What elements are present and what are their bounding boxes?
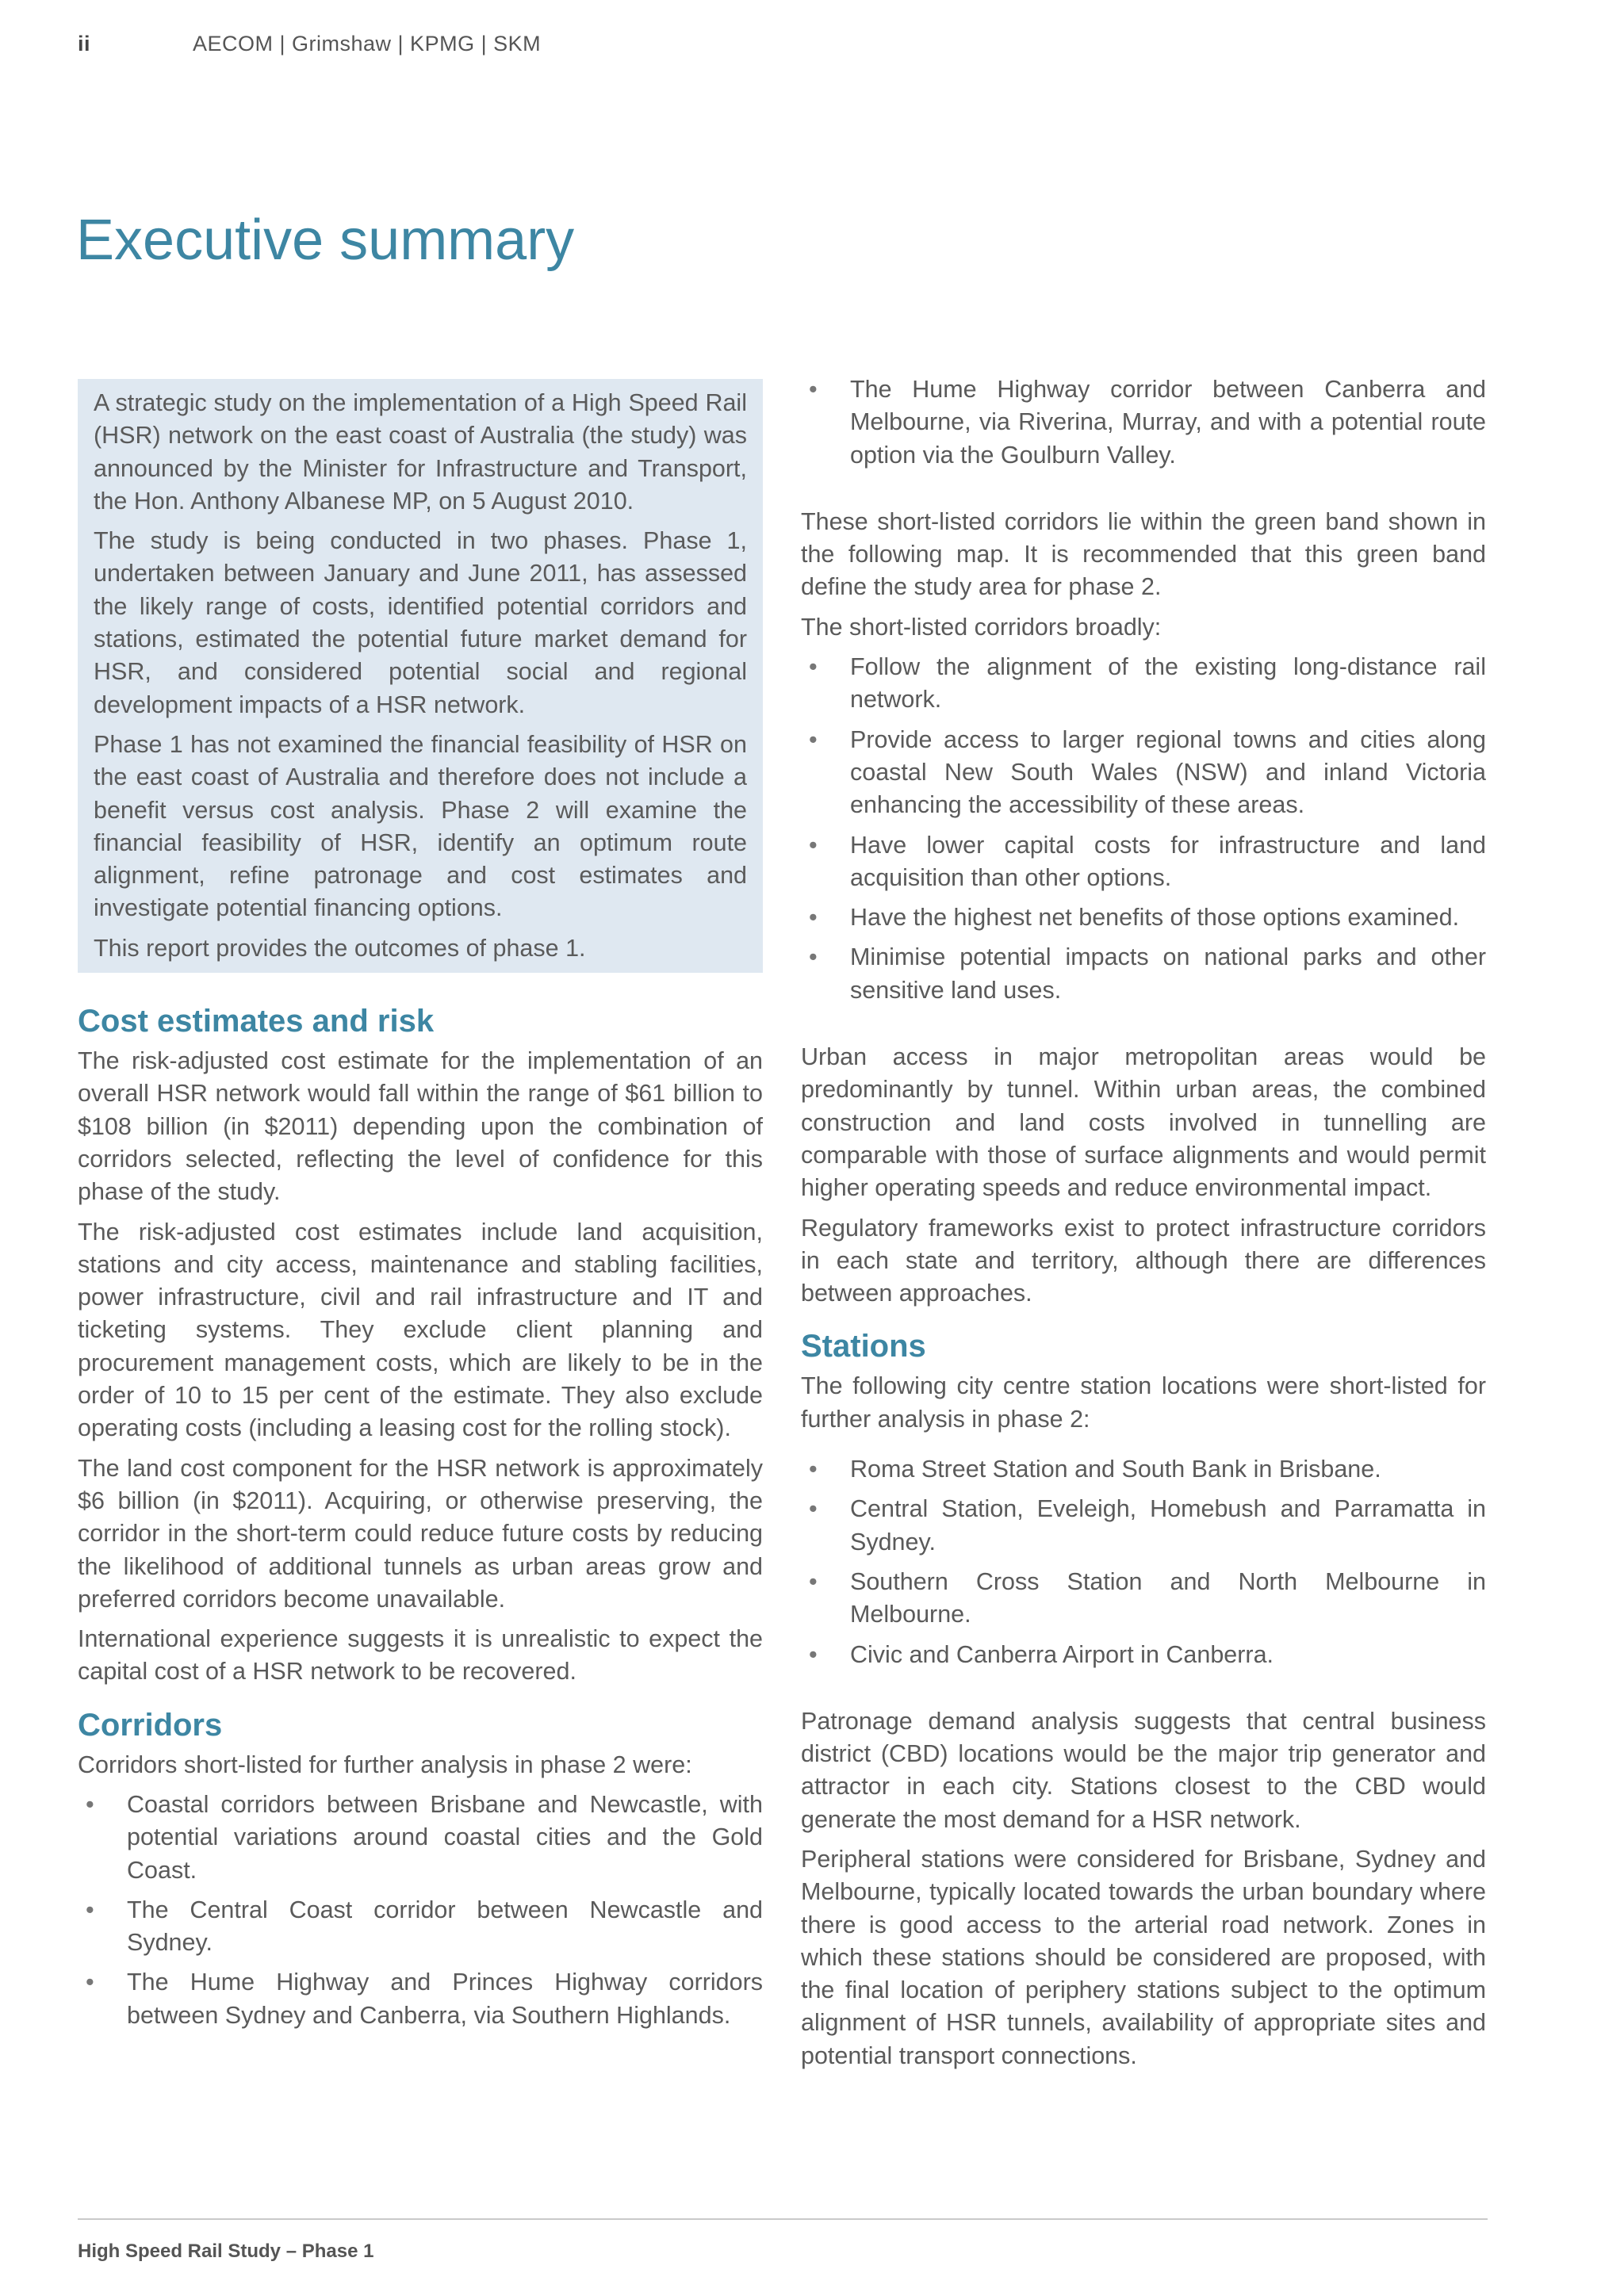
- stations-heading: Stations: [801, 1329, 926, 1364]
- running-header: [78, 32, 541, 56]
- left-column: [78, 379, 763, 2039]
- patronage-paragraph: Patronage demand analysis suggests that central business district (CBD) locations would be the major trip generator and attractor in each city. Stations closest to the CBD would generate the most demand for a HSR network.: [801, 1707, 1486, 1833]
- broadly-intro: The short-listed corridors broadly:: [801, 613, 1162, 641]
- peripheral-paragraph: Peripheral stations were considered for Brisbane, Sydney and Melbourne, typically located towards the urban boundary where there is good access to the arterial road network. Zones in which these stations should be considered are proposed, with the final location of periphery stations subject to the optimum alignment of HSR tunnels, availability of appropriate sites and potential transport connections.: [801, 1845, 1486, 2069]
- list-item: • Provide access to larger regional towns and cities along coastal New South Wales (NSW) and inland Victoria enhancing the accessibility of these areas.: [801, 724, 1486, 822]
- intro-paragraph: The study is being conducted in two phases. Phase 1, undertaken between January and June 2011, has assessed the likely range of costs, identified potential corridors and stations, estimated the potential future market demand for HSR, and considered potential social and regional development impacts of a HSR network.: [94, 527, 747, 718]
- running-footer: High Speed Rail Study – Phase 1: [78, 2241, 374, 2262]
- green-band-paragraph: These short-listed corridors lie within the green band shown in the following map. It is recommended that this green band define the study area for phase 2.: [801, 507, 1486, 601]
- intro-paragraph: This report provides the outcomes of phase 1.: [94, 934, 586, 962]
- cost-paragraph: International experience suggests it is unrealistic to expect the capital cost of a HSR network to be recovered.: [78, 1625, 763, 1686]
- broadly-list: [801, 651, 1486, 1007]
- list-item: • Roma Street Station and South Bank in Brisbane.: [801, 1453, 1486, 1486]
- corridors-heading: Corridors: [78, 1707, 223, 1743]
- list-item: • The Central Coast corridor between Newcastle and Sydney.: [78, 1894, 763, 1960]
- list-item: • The Hume Highway corridor between Canberra and Melbourne, via Riverina, Murray, and with a potential route option via the Goulburn Valley.: [801, 373, 1486, 472]
- page-number: ii: [78, 32, 91, 55]
- corridors-intro: Corridors short-listed for further analysis in phase 2 were:: [78, 1751, 692, 1778]
- footer-divider: [78, 2218, 1488, 2220]
- corridors-list: [78, 1789, 763, 2032]
- cost-paragraph: The risk-adjusted cost estimate for the implementation of an overall HSR network would fall within the range of $61 billion to $108 billion (in $2011) depending upon the combination of corridors selected, reflecting the level of confidence for this phase of the study.: [78, 1047, 763, 1206]
- urban-access-paragraph: Urban access in major metropolitan areas would be predominantly by tunnel. Within urban areas, the combined construction and land costs involved in tunnelling are comparable with those of surface alignments and would permit higher operating speeds and reduce environmental impact.: [801, 1043, 1486, 1202]
- page-title: Executive summary: [76, 209, 575, 272]
- intro-paragraph: Phase 1 has not examined the financial feasibility of HSR on the east coast of Australia and therefore does not include a benefit versus cost analysis. Phase 2 will examine the financial feasibility of HSR, identify an optimum route alignment, refine patronage and cost estimates and investigate potential financing options.: [94, 730, 747, 922]
- header-organizations: AECOM | Grimshaw | KPMG | SKM: [193, 32, 542, 55]
- cost-paragraph: The land cost component for the HSR network is approximately $6 billion (in $2011). Acquiring, or otherwise preserving, the corridor in the short-term could reduce future costs by reducing the likelihood of additional tunnels as urban areas grow and preferred corridors become unavailable.: [78, 1454, 763, 1613]
- intro-paragraph: A strategic study on the implementation of a High Speed Rail (HSR) network on the east coast of Australia (the study) was announced by the Minister for Infrastructure and Transport, the Hon. Anthony Albanese MP, on 5 August 2010.: [94, 389, 747, 515]
- stations-list: [801, 1453, 1486, 1671]
- list-item: • Have the highest net benefits of those options examined.: [801, 901, 1486, 934]
- corridors-list-continued: [801, 373, 1486, 472]
- cost-paragraph: The risk-adjusted cost estimates include land acquisition, stations and city access, maintenance and stabling facilities, power infrastructure, civil and rail infrastructure and IT and ticketing systems. They exclude client planning and procurement management costs, which are likely to be in the order of 10 to 15 per cent of the estimate. They also exclude operating costs (including a leasing cost for the rolling stock).: [78, 1218, 763, 1442]
- intro-summary-box: [78, 379, 763, 973]
- list-item: • Follow the alignment of the existing long-distance rail network.: [801, 651, 1486, 717]
- list-item: • Coastal corridors between Brisbane and Newcastle, with potential variations around coastal cities and the Gold Coast.: [78, 1789, 763, 1887]
- cost-heading: Cost estimates and risk: [78, 1004, 435, 1039]
- list-item: • Have lower capital costs for infrastructure and land acquisition than other options.: [801, 829, 1486, 895]
- list-item: • Southern Cross Station and North Melbourne in Melbourne.: [801, 1566, 1486, 1632]
- list-item: • The Hume Highway and Princes Highway corridors between Sydney and Canberra, via Southern Highlands.: [78, 1966, 763, 2032]
- stations-intro: The following city centre station locations were short-listed for further analysis in phase 2:: [801, 1372, 1486, 1433]
- right-column: [801, 373, 1486, 2080]
- list-item: • Minimise potential impacts on national parks and other sensitive land uses.: [801, 941, 1486, 1007]
- regulatory-paragraph: Regulatory frameworks exist to protect infrastructure corridors in each state and territory, although there are differences between approaches.: [801, 1214, 1486, 1307]
- list-item: • Civic and Canberra Airport in Canberra.: [801, 1639, 1486, 1671]
- list-item: • Central Station, Eveleigh, Homebush and Parramatta in Sydney.: [801, 1493, 1486, 1559]
